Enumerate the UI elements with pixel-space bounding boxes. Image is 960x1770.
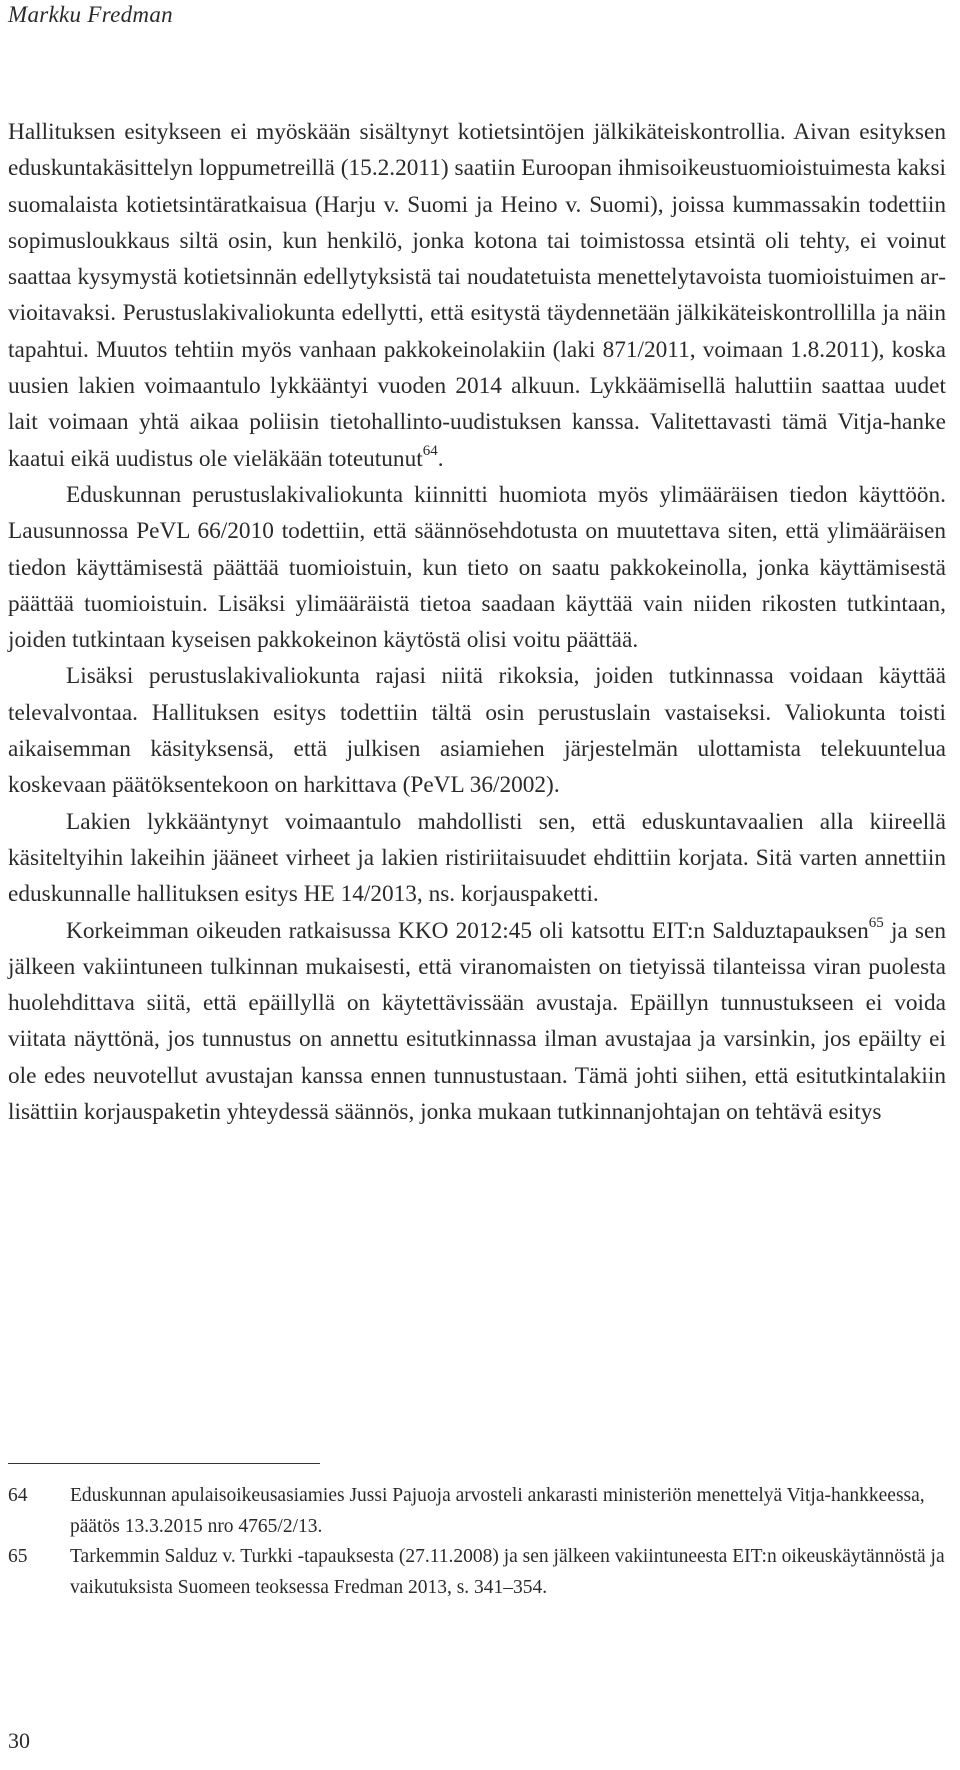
paragraph-text: ja sen jälkeen vakiintuneen tulkinnan mukaisesti, että viranomaisten on tietyissä tilanteissa viran puolesta huolehdittava siitä, että epäillyllä on käytettävissään avustaja. Epäillyn tunnustukseen ei voida viitata näyttönä, jos tunnustus on annettu esitutkinnassa ilman avustajaa ja varsinkin, jos epäilty ei ole edes neuvotellut avustajan kanssa ennen tunnustustaan. Tämä johti siihen, että esitutkintalakiin lisättiin korjauspaketin yhteydessä säännös, jonka mukaan tutkinnanjohtajan on tehtävä esitys [8,917,946,1126]
paragraph [8,477,946,658]
body-text [8,114,946,1130]
paragraph [8,913,946,1131]
footnote [8,1542,946,1603]
paragraph-text: Lisäksi perustuslakivaliokunta rajasi niitä rikoksia, joiden tutkinnassa voidaan käyttää televalvontaa. Hallituksen esitys todettiin tältä osin perustuslain vastaiseksi. Valiokunta toisti aikaisemman käsityksensä, että julkisen asiamiehen järjestelmän ulottamista telekuuntelua koskevaan päätöksentekoon on harkittava (PeVL 36/2002). [8,663,946,799]
footnote-ref: 65 [868,914,884,931]
running-header: Markku Fredman [8,2,173,27]
footnote-divider [8,1463,320,1464]
footnote-text: Tarkemmin Salduz v. Turkki -tapauksesta (27.11.2008) ja sen jälkeen vakiintuneesta EIT:n oikeuskäytännöstä ja vaikutuksista Suomeen teoksessa Fredman 2013, s. 341–354. [70,1546,945,1598]
paragraph [8,804,946,913]
paragraph [8,114,946,477]
footnote-number: 64 [8,1485,28,1506]
page-number: 30 [8,1728,30,1753]
paragraph-text: Hallituksen esitykseen ei myöskään sisältynyt kotietsintöjen jälkikäteiskontrollia. Aivan esityksen eduskuntakäsittelyn loppumetreillä (15.2.2011) saatiin Euroopan ihmisoikeustuomioistuimesta kaksi suomalaista kotietsintäratkaisua (Harju v. Suomi ja Heino v. Suomi), joissa kummassakin todettiin sopimusloukkaus siltä osin, kun henkilö, jonka kotona tai toimistossa etsintä oli tehty, ei voinut saattaa kysymystä kotietsinnän edellytyksistä tai noudatetuista menettelytavoista tuomioistuimen arvioitavaksi. Perustuslakivaliokunta edellytti, että esitystä täydennetään jälkikäteiskontrollilla ja näin tapahtui. Muutos tehtiin myös vanhaan pakkokeinolakiin (laki 871/2011, voimaan 1.8.2011), koska uusien lakien voimaantulo lykkääntyi vuoden 2014 alkuun. Lykkäämisellä haluttiin saattaa uudet lait voimaan yhtä aikaa poliisin tietohallinto-uudistuksen kanssa. Valitettavasti tämä Vitja-hanke kaatui eikä uudistus ole vieläkään toteutunut [8,119,946,472]
paragraph-text: Eduskunnan perustuslakivaliokunta kiinnitti huomiota myös ylimääräisen tiedon käyttöön. Lausunnossa PeVL 66/2010 todettiin, että säännösehdotusta on muutettava siten, että ylimääräisen tiedon käyttämisestä päättää tuomioistuin, kun tieto on saatu pakkokeinolla, jonka käyttämisestä päättää tuomioistuin. Lisäksi ylimääräistä tietoa saadaan käyttää vain niiden rikosten tutkintaan, joiden tutkintaan kyseisen pakkokeinon käytöstä olisi voitu päättää. [8,481,946,654]
paragraph-text: . [437,445,444,472]
paragraph [8,658,946,803]
footnote-text: Eduskunnan apulaisoikeusasiamies Jussi Pajuoja arvosteli ankarasti ministeriön menettelyä Vitja-hankkeessa, päätös 13.3.2015 nro 4765/2/13. [70,1485,925,1537]
footnote [8,1481,946,1542]
footnotes [8,1481,946,1603]
paragraph-text: Korkeimman oikeuden ratkaisussa KKO 2012:45 oli katsottu EIT:n Salduztapauksen [66,917,869,944]
paragraph-text: Lakien lykkääntynyt voimaantulo mahdollisti sen, että eduskuntavaalien alla kiireellä käsiteltyihin lakeihin jääneet virheet ja lakien ristiriitaisuudet ehdittiin korjata. Sitä varten annettiin eduskunnalle hallituksen esitys HE 14/2013, ns. korjauspaketti. [8,808,946,908]
footnote-ref: 64 [422,442,438,459]
footnote-number: 65 [8,1546,28,1567]
